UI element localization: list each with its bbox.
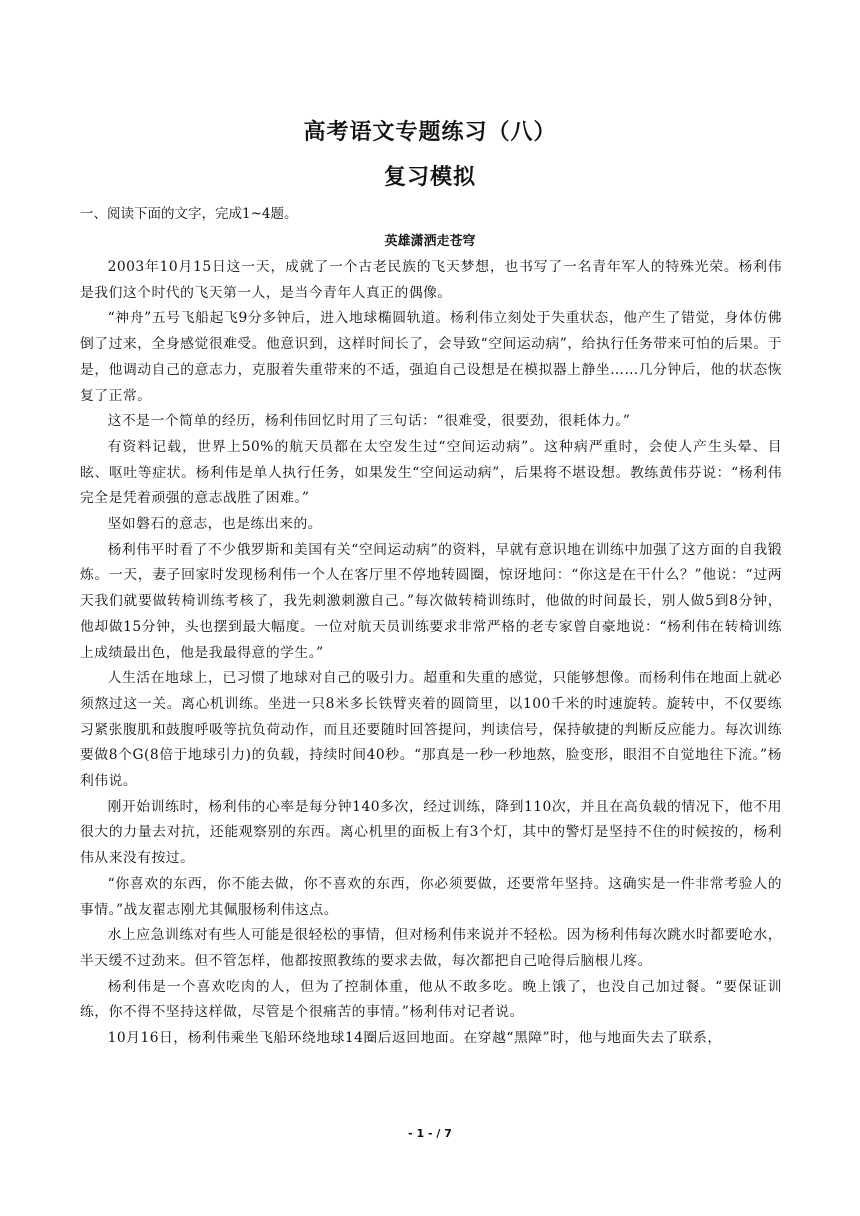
document-subtitle: 复习模拟 — [383, 165, 476, 190]
paragraph-8: 刚开始训练时，杨利伟的心率是每分钟140多次，经过训练，降到110次，并且在高负载的情况下，他不用很大的力量去对抗，还能观察别的东西。离心机里的面板上有3个灯，其中的警灯是坚持不住的时候按的，杨利伟从来没有按过。 — [80, 798, 782, 867]
paragraph-4: 有资料记载，世界上50%的航天员都在太空发生过“空间运动病”。这种病严重时，会使人产生头晕、目眩、呕吐等症状。杨利伟是单人执行任务，如果发生“空间运动病”，后果将不堪设想。教练黄伟芬说：“杨利伟完全是凭着顽强的意志战胜了困难。” — [80, 438, 782, 507]
page-number: - 1 - / 7 — [408, 1127, 452, 1140]
paragraph-6: 杨利伟平时看了不少俄罗斯和美国有关“空间运动病”的资料，早就有意识地在训练中加强了这方面的自我锻炼。一天，妻子回家时发现杨利伟一个人在客厅里不停地转圆圈，惊讶地问：“你这是在干什么？”他说：“过两天我们就要做转椅训练考核了，我先刺激刺激自己。”每次做转椅训练时，他做的时间最长，别人做5到8分钟，他却做15分钟，头也摆到最大幅度。一位对航天员训练要求非常严格的老专家曾自豪地说：“杨利伟在转椅训练上成绩最出色，他是我最得意的学生。” — [80, 541, 782, 661]
paragraph-10: 水上应急训练对有些人可能是很轻松的事情，但对杨利伟来说并不轻松。因为杨利伟每次跳水时都要呛水，半天缓不过劲来。但不管怎样，他都按照教练的要求去做，每次都把自己呛得后脑根儿疼。 — [80, 927, 782, 969]
paragraph-7: 人生活在地球上，已习惯了地球对自己的吸引力。超重和失重的感觉，只能够想像。而杨利伟在地面上就必须熬过这一关。离心机训练。坐进一只8米多长铁臂夹着的圆筒里，以100千米的时速旋转。旋转中，不仅要练习紧张腹肌和鼓腹呼吸等抗负荷动作，而且还要随时回答提问，判读信号，保持敏捷的判断反应能力。每次训练要做8个G(8倍于地球引力)的负载，持续时间40秒。“那真是一秒一秒地熬，脸变形，眼泪不自觉地往下流。”杨利伟说。 — [80, 670, 782, 790]
paragraph-5: 坚如磐石的意志，也是练出来的。 — [107, 516, 323, 533]
article-title: 英雄潇洒走苍穹 — [384, 234, 476, 249]
paragraph-3: 这不是一个简单的经历，杨利伟回忆时用了三句话：“很难受，很要劲，很耗体力。” — [107, 413, 631, 430]
article-body — [80, 255, 782, 1052]
question-instruction: 一、阅读下面的文字，完成1~4题。 — [80, 206, 298, 222]
paragraph-11: 杨利伟是一个喜欢吃肉的人，但为了控制体重，他从不敢多吃。晚上饿了，也没自己加过餐。“要保证训练，你不得不坚持这样做，尽管是个很痛苦的事情。”杨利伟对记者说。 — [80, 978, 782, 1021]
paragraph-9: “你喜欢的东西，你不能去做，你不喜欢的东西，你必须要做，还要常年坚持。这确实是一件非常考验人的事情。”战友翟志刚尤其佩服杨利伟这点。 — [80, 875, 782, 918]
paragraph-12: 10月16日，杨利伟乘坐飞船环绕地球14圈后返回地面。在穿越“黑障”时，他与地面失去了联系， — [107, 1030, 722, 1047]
paragraph-1: 2003年10月15日这一天，成就了一个古老民族的飞天梦想，也书写了一名青年军人的特殊光荣。杨利伟是我们这个时代的飞天第一人，是当今青年人真正的偶像。 — [80, 259, 782, 301]
document-title: 高考语文专题练习（八） — [303, 120, 557, 145]
paragraph-2: “神舟”五号飞船起飞9分多钟后，进入地球椭圆轨道。杨利伟立刻处于失重状态，他产生了错觉，身体仿佛倒了过来，全身感觉很难受。他意识到，这样时间长了，会导致“空间运动病”，给执行任务带来可怕的后果。于是，他调动自己的意志力，克服着失重带来的不适，强迫自己设想是在模拟器上静坐……几分钟后，他的状态恢复了正常。 — [80, 310, 782, 404]
